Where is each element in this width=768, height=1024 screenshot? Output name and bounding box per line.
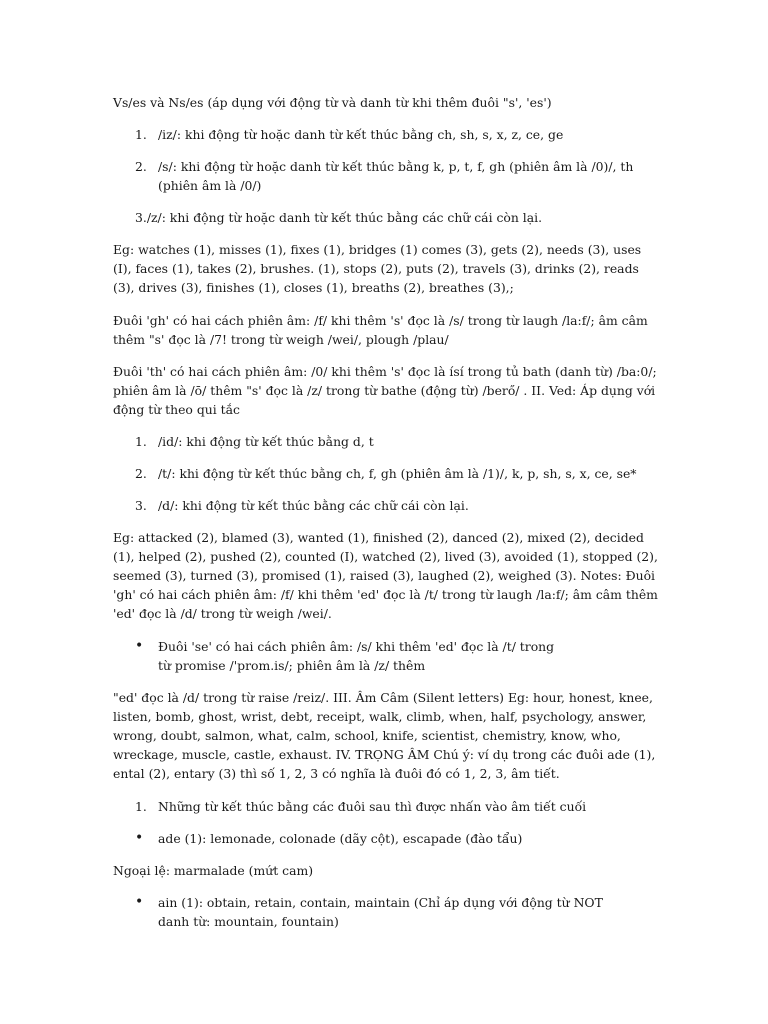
list-item [135, 829, 658, 848]
list-text: Đuôi 'se' có hai cách phiên âm: /s/ khi thêm 'ed' đọc là /t/ trong từ promise /'prom.is/; phiên âm là /z/ thêm [158, 639, 555, 673]
list-text: /s/: khi động từ hoặc danh từ kết thúc bằng k, p, t, f, gh (phiên âm là /0)/, th (phiên âm là /0/) [158, 159, 634, 193]
list-item [135, 464, 658, 483]
paragraph: Đuôi 'th' có hai cách phiên âm: /0/ khi thêm 's' đọc là ísí trong tủ bath (danh từ) /ba:0/; phiên âm là /ō/ thêm "s' đọc là /z/ trong từ bathe (động từ) /berő/ . II. Ved: Áp dụng với động từ theo qui tắc [113, 364, 657, 417]
list-number: 3. [135, 498, 147, 513]
list-text: /d/: khi động từ kết thúc bằng các chữ cái còn lại. [158, 498, 469, 513]
paragraph: Eg: watches (1), misses (1), fixes (1), bridges (1) comes (3), gets (2), needs (3), uses (I), faces (1), takes (2), brushes. (1), stops (2), puts (2), travels (3), drinks (2), reads (3), drives (3), finishes (1), closes (1), breaths (2), breathes (3),; [113, 242, 642, 295]
paragraph: 3./z/: khi động từ hoặc danh từ kết thúc bằng các chữ cái còn lại. [135, 210, 543, 225]
list-text: ain (1): obtain, retain, contain, maintain (Chỉ áp dụng với động từ NOT danh từ: mountain, fountain) [158, 895, 603, 929]
paragraph: Ngoại lệ: marmalade (mứt cam) [113, 863, 314, 878]
bullet-icon: • [135, 638, 144, 654]
list-item [135, 797, 658, 816]
list-number: 1. [135, 127, 147, 142]
list-item [135, 496, 658, 515]
list-text: ade (1): lemonade, colonade (dãy cột), escapade (đào tẩu) [158, 831, 523, 846]
list-item [135, 637, 658, 675]
section-heading: Vs/es và Ns/es (áp dụng với động từ và danh từ khi thêm đuôi "s', 'es') [113, 95, 552, 110]
list-item [135, 893, 658, 931]
paragraph: Eg: attacked (2), blamed (3), wanted (1), finished (2), danced (2), mixed (2), decided (1), helped (2), pushed (2), counted (I), watched (2), lived (3), avoided (1), stopped (2), seemed (3), turned (3), promised (1), raised (3), laughed (2), weighed (3). Notes: Đuôi 'gh' có hai cách phiên âm: /f/ khi thêm 'ed' đọc là /t/ trong từ laugh /la:f/; âm câm thêm 'ed' đọc là /d/ trong từ weigh /wei/. [113, 530, 658, 621]
list-number: 2. [135, 159, 147, 174]
list-text: /t/: khi động từ kết thúc bằng ch, f, gh (phiên âm là /1)/, k, p, sh, s, x, ce, se* [158, 466, 637, 481]
list-number: 1. [135, 799, 147, 814]
list-text: Những từ kết thúc bằng các đuôi sau thì được nhấn vào âm tiết cuối [158, 799, 587, 814]
list-text: /iz/: khi động từ hoặc danh từ kết thúc bằng ch, sh, s, x, z, ce, ge [158, 127, 564, 142]
list-number: 1. [135, 434, 147, 449]
bullet-icon: • [135, 894, 144, 910]
bullet-icon: • [135, 830, 144, 846]
list-text: /id/: khi động từ kết thúc bằng d, t [158, 434, 374, 449]
list-item [135, 125, 658, 144]
paragraph: "ed' đọc là /d/ trong từ raise /reiz/. III. Âm Câm (Silent letters) Eg: hour, honest, knee, listen, bomb, ghost, wrist, debt, receipt, walk, climb, when, half, psychology, answer, wrong, doubt, salmon, what, calm, school, knife, scientist, chemistry, know, who, wreckage, muscle, castle, exhaust. IV. TRỌNG ÂM Chú ý: ví dụ trong các đuôi ade (1), ental (2), entary (3) thì số 1, 2, 3 có nghĩa là đuôi đó có 1, 2, 3, âm tiết. [113, 690, 656, 781]
list-item [135, 432, 658, 451]
paragraph: Đuôi 'gh' có hai cách phiên âm: /f/ khi thêm 's' đọc là /s/ trong từ laugh /la:f/; âm câm thêm "s' đọc là /7! trong từ weigh /wei/, plough /plau/ [113, 313, 648, 347]
list-item [135, 157, 658, 195]
list-number: 2. [135, 466, 147, 481]
